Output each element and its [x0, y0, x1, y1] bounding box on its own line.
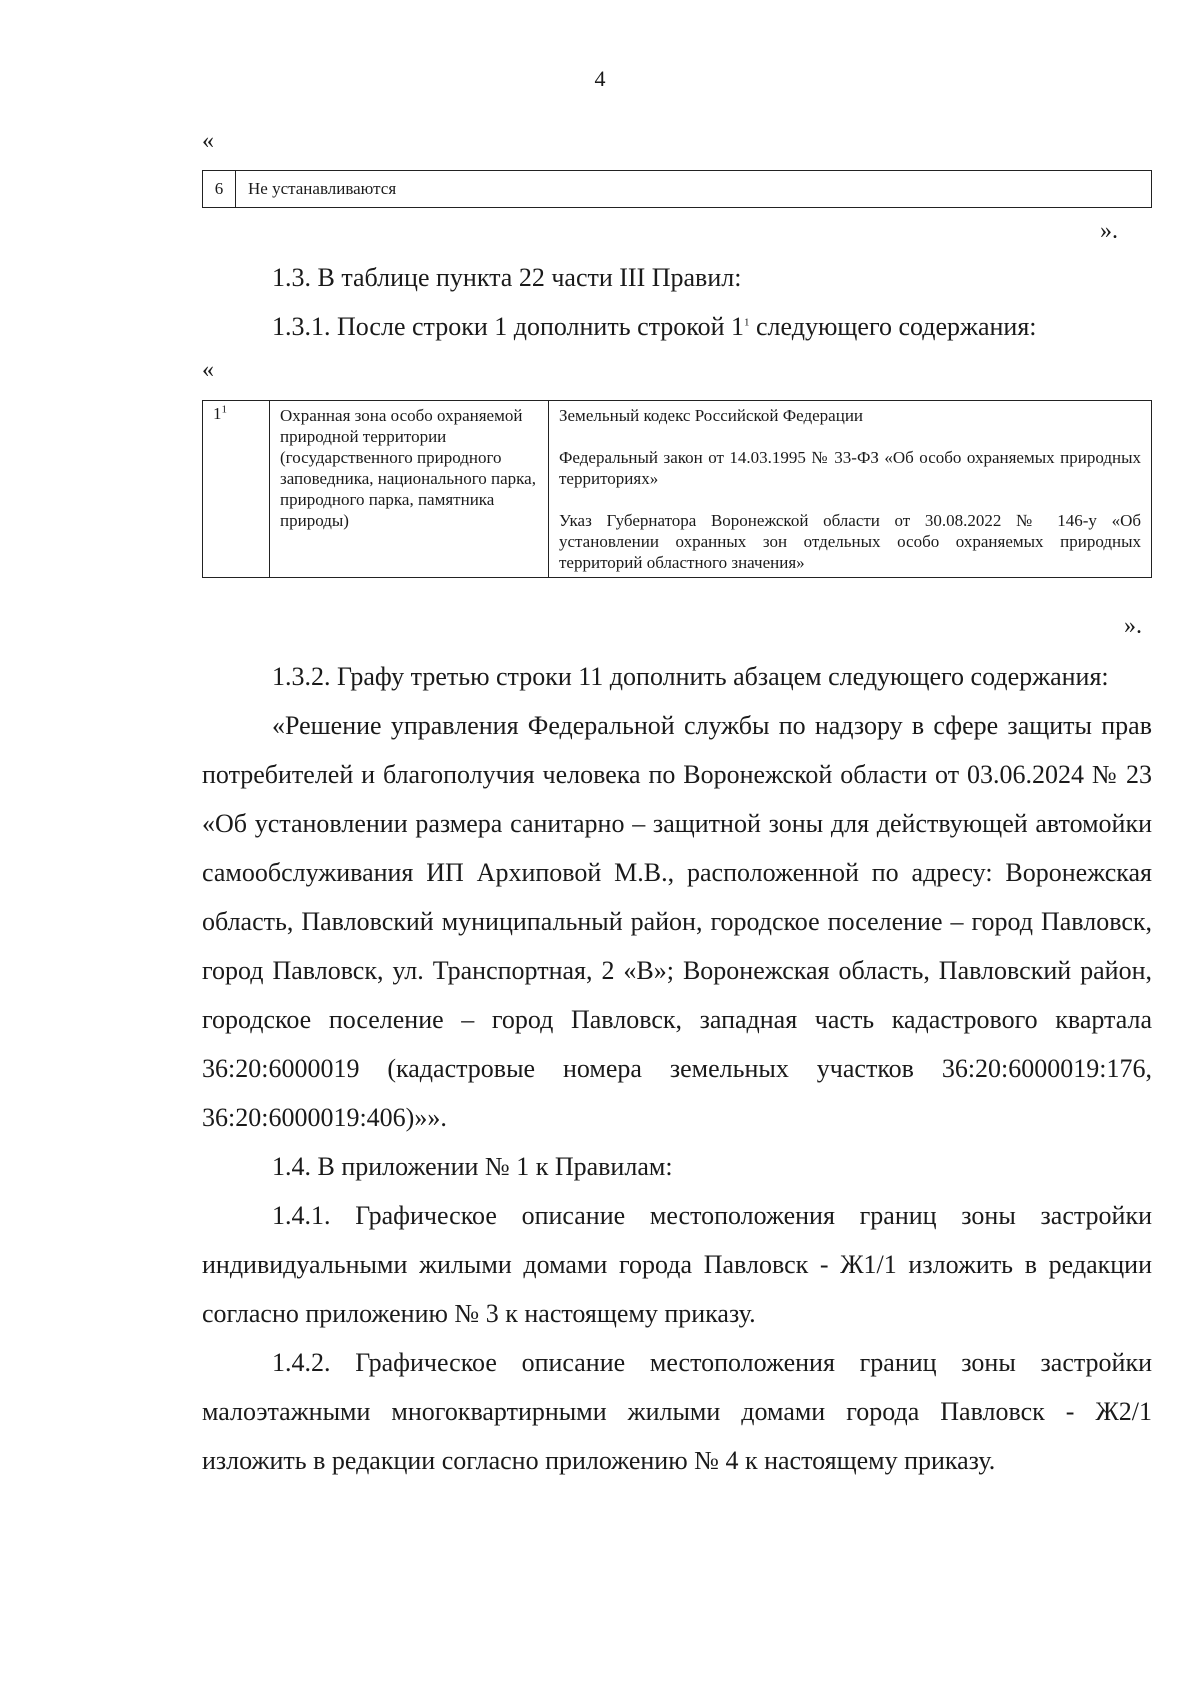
table-row-1-1 [202, 400, 1152, 578]
superscript: 1 [744, 316, 750, 329]
paragraph-1-3-2: 1.3.2. Графу третью строки 11 дополнить абзацем следующего содержания: «Решение управления Федеральной службы по надзору в сфере защиты прав потребителей и благополучия человека по Воронежской области от 03.06.2024 № 23 «Об установлении размера санитарно – защитной зоны для действующей автомойки самообслуживания ИП Архиповой М.В., расположенной по адресу: Воронежская область, Павловский муниципальный район, городское поселение – город Павловск, город Павловск, ул. Транспортная, 2 «В»; Воронежская область, Павловский район, городское поселение – город Павловск, западная часть кадастрового квартала 36:20:6000019 (кадастровые номера земельных участков 36:20:6000019:176, 36:20:6000019:406)»». 1.4. В приложении № 1 к Правилам: 1.4.1. Графическое описание местоположения границ зоны застройки индивидуальными жилыми домами города Павловск - Ж1/1 изложить в редакции согласно приложению № 3 к настоящему приказу. 1.4.2. Графическое описание местоположения границ зоны застройки малоэтажными многоквартирными жилыми домами города Павловск - Ж2/1 изложить в редакции согласно приложению № 4 к настоящему приказу. [202, 652, 1152, 1485]
paragraph-1-4-2: 1.4.2. Графическое описание местоположения границ зоны застройки малоэтажными многоквартирными жилыми домами города Павловск - Ж2/1 изложить в редакции согласно приложению № 4 к настоящему приказу. [202, 1348, 1152, 1475]
law-entry: Земельный кодекс Российской Федерации [559, 406, 864, 425]
table-row-6 [202, 170, 1152, 208]
closing-quote-mark: ». [1100, 218, 1118, 244]
page-number: 4 [594, 66, 606, 91]
row-text: Не устанавливаются [236, 171, 1152, 208]
legal-basis [549, 401, 1152, 578]
paragraph-1-4-1: 1.4.1. Графическое описание местоположения границ зоны застройки индивидуальными жилыми домами города Павловск - Ж1/1 изложить в редакции согласно приложению № 3 к настоящему приказу. [202, 1201, 1152, 1328]
opening-quote-mark: « [202, 128, 214, 154]
row-number: $1^1$ [203, 401, 270, 578]
zone-name: Охранная зона особо охраняемой природной территории (государственного природного заповедника, национального парка, природного парка, памятника природы) [270, 401, 549, 578]
opening-quote-mark: « [202, 357, 214, 383]
quoted-decision: «Решение управления Федеральной службы по надзору в сфере защиты прав потребителей и благополучия человека по Воронежской области от 03.06.2024 № 23 «Об установлении размера санитарно – защитной зоны для действующей автомойки самообслуживания ИП Архиповой М.В., расположенной по адресу: Воронежская область, Павловский муниципальный район, городское поселение – город Павловск, город Павловск, ул. Транспортная, 2 «В»; Воронежская область, Павловский район, городское поселение – город Павловск, западная часть кадастрового квартала 36:20:6000019 (кадастровые номера земельных участков 36:20:6000019:176, 36:20:6000019:406)»». [202, 711, 1152, 1132]
row-number: 6 [203, 171, 236, 208]
table-row [203, 171, 1152, 208]
paragraph-1-3: 1.3. В таблице пункта 22 части III Правил: [272, 263, 742, 292]
law-entry: Указ Губернатора Воронежской области от 30.08.2022 № 146-у «Об установлении охранных зон отдельных особо охраняемых природных территорий областного значения» [559, 511, 1141, 572]
paragraph-1-3-1: 1.3.1. После строки 1 дополнить строкой $1^1$ следующего содержания: [272, 312, 1037, 341]
law-entry: Федеральный закон от 14.03.1995 № 33-ФЗ «Об особо охраняемых природных территориях» [559, 448, 1141, 488]
closing-quote-mark: ». [1124, 613, 1142, 639]
paragraph-1-4: 1.4. В приложении № 1 к Правилам: [272, 1152, 673, 1181]
table-row [203, 401, 1152, 578]
